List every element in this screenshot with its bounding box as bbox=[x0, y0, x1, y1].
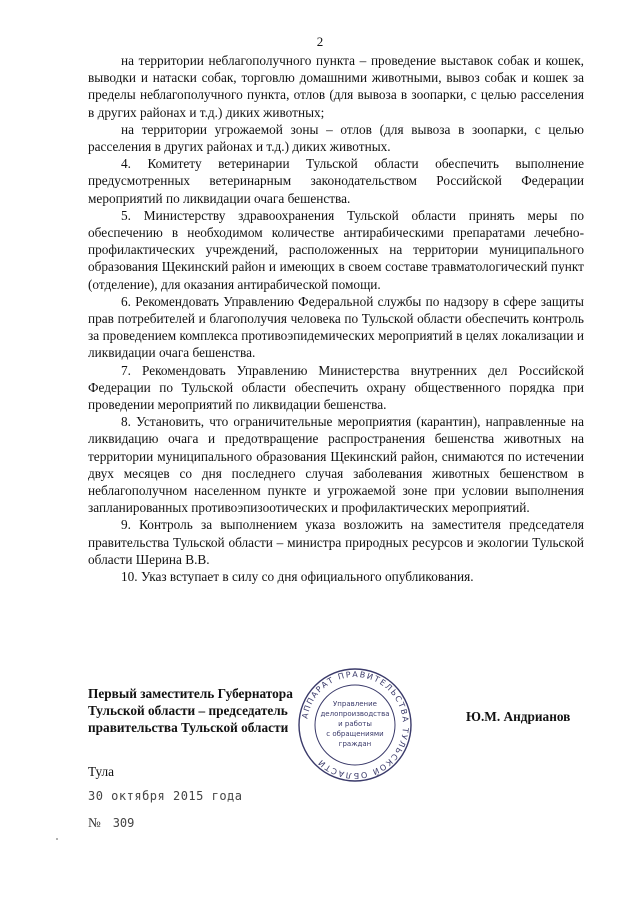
paragraph-item-9: 9. Контроль за выполнением указа возложить на заместителя председателя правительства Тульской области – министра природных ресурсов и экологии Тульской области Шерина В.В. bbox=[88, 517, 584, 567]
paragraph-item-4: 4. Комитету ветеринарии Тульской области обеспечить выполнение предусмотренных ветеринарным законодательством Российской Федерации мероприятий по ликвидации очага бешенства. bbox=[88, 156, 584, 206]
document-body bbox=[88, 52, 584, 585]
stamp-inner-line-1: Управление bbox=[333, 700, 377, 708]
stamp-outer-text: АППАРАТ ПРАВИТЕЛЬСТВА ТУЛЬСКОЙ ОБЛАСТИ bbox=[300, 669, 411, 781]
paragraph-continuation-1: на территории неблагополучного пункта – проведение выставок собак и кошек, выводки и натаски собак, торговлю домашними животными, вывоз собак и кошек за пределы неблагополучного пункта, отлов (для вывоза в зоопарки, с целью расселения в других районах и т.д.) диких животных; bbox=[88, 53, 584, 120]
margin-dot bbox=[56, 838, 58, 840]
document-number-label: № bbox=[88, 815, 101, 830]
official-stamp bbox=[296, 666, 414, 784]
signer-name: Ю.М. Андрианов bbox=[466, 709, 571, 724]
paragraph-item-10: 10. Указ вступает в силу со дня официального опубликования. bbox=[121, 569, 474, 585]
signatory-position-line-1: Первый заместитель Губернатора bbox=[88, 686, 293, 701]
stamp-inner-line-5: граждан bbox=[338, 740, 372, 748]
paragraph-item-7: 7. Рекомендовать Управлению Министерства внутренних дел Российской Федерации по Тульской области обеспечить охрану общественного порядка при проведении мероприятий по ликвидации бешенства. bbox=[88, 362, 584, 413]
stamp-inner-line-4: с обращениями bbox=[326, 730, 384, 738]
issue-city: Тула bbox=[88, 764, 115, 779]
page-number: 2 bbox=[316, 34, 324, 49]
paragraph-continuation-2: на территории угрожаемой зоны – отлов (для вывоза в зоопарки, с целью расселения в других районах и т.д.) диких животных. bbox=[88, 121, 584, 155]
stamp-inner-line-2: делопроизводства bbox=[320, 710, 390, 718]
issue-date: 30 октября 2015 года bbox=[88, 789, 243, 803]
paragraph-item-5: 5. Министерству здравоохранения Тульской области принять меры по обеспечению в необходимом количестве антирабическими препаратами лечебно-профилактических учреждений, расположенных на территории муниципального образования Щекинский район и имеющих в своем составе травматологический пункт (отделение), для оказания антирабической помощи. bbox=[88, 207, 584, 292]
stamp-inner-line-3: и работы bbox=[338, 720, 372, 728]
paragraph-item-6: 6. Рекомендовать Управлению Федеральной службы по надзору в сфере защиты прав потребителей и благополучия человека по Тульской области обеспечить контроль за проведением комплекса противоэпидемических мероприятий в целях локализации и ликвидации очага бешенства. bbox=[88, 293, 584, 361]
paragraph-item-8: 8. Установить, что ограничительные мероприятия (карантин), направленные на ликвидацию очага и предотвращение распространения бешенства животных на территории муниципального образования Щекинский район, снимаются по истечении двух месяцев со дня последнего случая заболевания животных бешенством в неблагополучном населенном пункте и угрожаемой зоне при условии выполнения запланированных противоэпизоотических и профилактических мероприятий. bbox=[88, 414, 584, 516]
signatory-position-line-3: правительства Тульской области bbox=[88, 720, 289, 735]
signatory-position-line-2: Тульской области – председатель bbox=[88, 703, 288, 718]
document-number bbox=[88, 815, 134, 831]
document-number-value: 309 bbox=[112, 816, 135, 830]
